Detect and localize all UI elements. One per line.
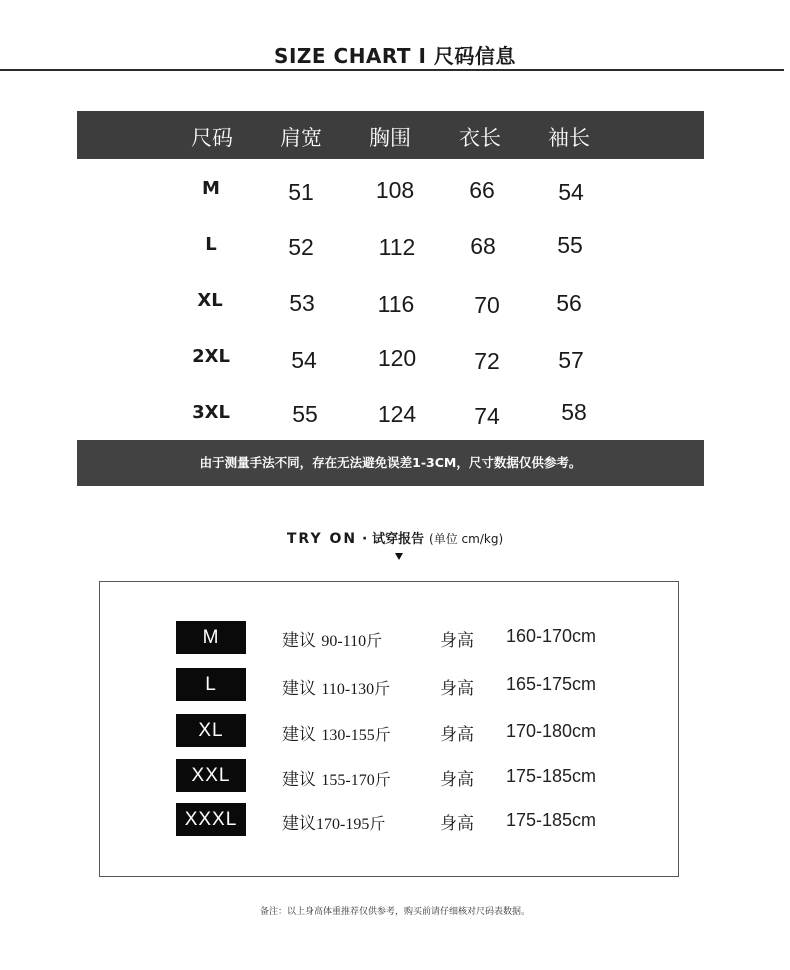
header-length: 衣长 xyxy=(459,126,501,150)
header-size: 尺码 xyxy=(191,126,233,150)
table-cell: 55 xyxy=(557,232,583,258)
height-range: 165-175cm xyxy=(506,674,597,694)
header-sleeve: 袖长 xyxy=(548,126,590,150)
suggest-label: 建议 xyxy=(282,814,316,834)
table-cell: 58 xyxy=(561,399,587,425)
triangle-down-icon xyxy=(395,553,403,560)
try-on-title-en: TRY ON xyxy=(286,531,358,547)
height-range: 175-185cm xyxy=(506,766,597,786)
suggest-label: 建议 xyxy=(282,631,316,651)
page-title: SIZE CHART Ⅰ 尺码信息 xyxy=(274,44,516,68)
table-cell: 120 xyxy=(377,345,417,371)
try-on-unit: (单位 cm/kg) xyxy=(429,532,504,546)
table-cell: 56 xyxy=(556,290,582,316)
table-cell: 54 xyxy=(558,179,584,205)
table-cell: 74 xyxy=(474,403,500,429)
weight-range: 110-130斤 xyxy=(321,681,391,698)
height-range: 170-180cm xyxy=(506,721,597,741)
suggest-label: 建议 xyxy=(282,679,316,699)
row-size-label: 2XL xyxy=(192,346,230,367)
suggest-label: 建议 xyxy=(282,725,316,745)
size-tag: XXL xyxy=(176,759,246,792)
weight-suggestion xyxy=(282,809,385,834)
height-range: 175-185cm xyxy=(506,810,597,830)
row-size-label: L xyxy=(205,234,217,255)
table-cell: 108 xyxy=(375,177,415,203)
table-header xyxy=(77,111,704,159)
weight-suggestion xyxy=(282,674,390,699)
size-tag: XXXL xyxy=(176,803,246,836)
table-cell: 72 xyxy=(474,348,500,374)
height-label: 身高 xyxy=(440,679,474,699)
table-cell: 112 xyxy=(378,234,416,260)
weight-range: 90-110斤 xyxy=(321,633,383,650)
row-size-label: XL xyxy=(197,290,223,311)
table-cell: 68 xyxy=(470,233,496,259)
try-on-report-box xyxy=(99,581,679,877)
height-label: 身高 xyxy=(440,725,474,745)
table-cell: 51 xyxy=(288,179,314,205)
size-tag: XL xyxy=(176,714,246,747)
height-label: 身高 xyxy=(440,770,474,790)
weight-suggestion xyxy=(282,626,382,651)
footnote: 备注：以上身高体重推荐仅供参考，购买前请仔细核对尺码表数据。 xyxy=(259,907,530,917)
weight-range: 170-195斤 xyxy=(316,816,386,833)
weight-suggestion xyxy=(282,720,391,745)
measurement-note: 由于测量手法不同，存在无法避免误差1-3CM，尺寸数据仅供参考。 xyxy=(77,440,704,486)
try-on-title xyxy=(0,528,790,547)
size-tag: L xyxy=(176,668,246,701)
table-cell: 55 xyxy=(292,401,318,427)
title-divider xyxy=(0,69,784,71)
table-cell: 54 xyxy=(291,347,317,373)
header-chest: 胸围 xyxy=(369,126,411,150)
weight-range: 155-170斤 xyxy=(321,772,391,789)
header-shoulder: 肩宽 xyxy=(280,126,322,150)
height-label: 身高 xyxy=(440,631,474,651)
height-label: 身高 xyxy=(440,814,474,834)
height-range: 160-170cm xyxy=(506,626,597,646)
table-cell: 57 xyxy=(558,347,584,373)
row-size-label: 3XL xyxy=(192,402,230,423)
table-cell: 53 xyxy=(289,290,315,316)
title-separator: · xyxy=(361,531,368,547)
weight-range: 130-155斤 xyxy=(321,727,391,744)
table-cell: 70 xyxy=(474,292,500,318)
suggest-label: 建议 xyxy=(282,770,316,790)
table-cell: 52 xyxy=(288,234,314,260)
table-cell: 124 xyxy=(377,401,417,427)
table-cell: 116 xyxy=(377,291,415,317)
size-tag: M xyxy=(176,621,246,654)
try-on-title-zh: 试穿报告 xyxy=(372,532,425,547)
weight-suggestion xyxy=(282,765,391,790)
table-cell: 66 xyxy=(469,177,495,203)
row-size-label: M xyxy=(202,178,220,199)
